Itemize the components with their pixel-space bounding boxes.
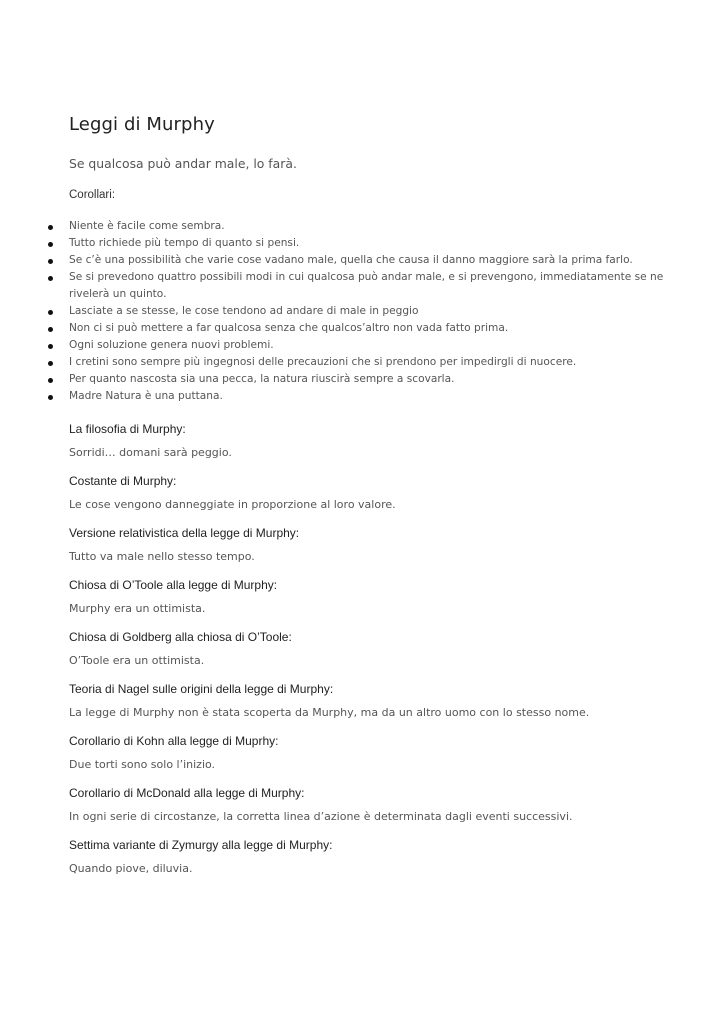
section-title: Teoria di Nagel sulle origini della legge di Murphy: (69, 682, 334, 696)
section (69, 681, 669, 721)
section (69, 733, 669, 773)
section (69, 525, 669, 565)
document-body (69, 114, 669, 889)
section-text: Murphy era un ottimista. (69, 602, 206, 615)
section (69, 785, 669, 825)
section-text: Quando piove, diluvia. (69, 862, 193, 875)
list-item: Ogni soluzione genera nuovi problemi. (69, 337, 669, 354)
list-item: Madre Natura è una puttana. (69, 388, 669, 405)
intro-text: Se qualcosa può andar male, lo farà. (69, 156, 297, 171)
section-text: La legge di Murphy non è stata scoperta da Murphy, ma da un altro uomo con lo stesso nome. (69, 706, 590, 719)
laws-list (69, 218, 669, 405)
corollari-label: Corollari: (69, 189, 116, 201)
section-title: Chiosa di Goldberg alla chiosa di O’Toole: (69, 630, 292, 644)
section-text: Sorridi… domani sarà peggio. (69, 446, 232, 459)
list-item: Non ci si può mettere a far qualcosa senza che qualcos’altro non vada fatto prima. (69, 320, 669, 337)
document-title: Leggi di Murphy (69, 114, 215, 135)
list-item: Se si prevedono quattro possibili modi in cui qualcosa può andar male, e si prevengono, immediatamente se ne rivelerà un quinto. (69, 269, 669, 303)
section-text: Le cose vengono danneggiate in proporzione al loro valore. (69, 498, 396, 511)
section (69, 629, 669, 669)
section (69, 421, 669, 461)
section-title: La filosofia di Murphy: (69, 422, 186, 436)
sections (69, 421, 669, 877)
section (69, 837, 669, 877)
list-item: Lasciate a se stesse, le cose tendono ad andare di male in peggio (69, 303, 669, 320)
section-title: Corollario di McDonald alla legge di Murphy: (69, 786, 305, 800)
list-item: I cretini sono sempre più ingegnosi delle precauzioni che si prendono per impedirgli di nuocere. (69, 354, 669, 371)
section-title: Chiosa di O’Toole alla legge di Murphy: (69, 578, 278, 592)
section-text: In ogni serie di circostanze, la corretta linea d’azione è determinata dagli eventi successivi. (69, 810, 573, 823)
list-item: Per quanto nascosta sia una pecca, la natura riuscirà sempre a scovarla. (69, 371, 669, 388)
section-title: Settima variante di Zymurgy alla legge di Murphy: (69, 838, 333, 852)
section-text: Due torti sono solo l’inizio. (69, 758, 216, 771)
list-item: Niente è facile come sembra. (69, 218, 669, 235)
section (69, 577, 669, 617)
list-item: Tutto richiede più tempo di quanto si pensi. (69, 235, 669, 252)
section-text: O’Toole era un ottimista. (69, 654, 205, 667)
section-title: Versione relativistica della legge di Murphy: (69, 526, 300, 540)
list-item: Se c’è una possibilità che varie cose vadano male, quella che causa il danno maggiore sarà la prima farlo. (69, 252, 669, 269)
section-title: Corollario di Kohn alla legge di Muprhy: (69, 734, 279, 748)
section-text: Tutto va male nello stesso tempo. (69, 550, 255, 563)
section-title: Costante di Murphy: (69, 474, 177, 488)
section (69, 473, 669, 513)
